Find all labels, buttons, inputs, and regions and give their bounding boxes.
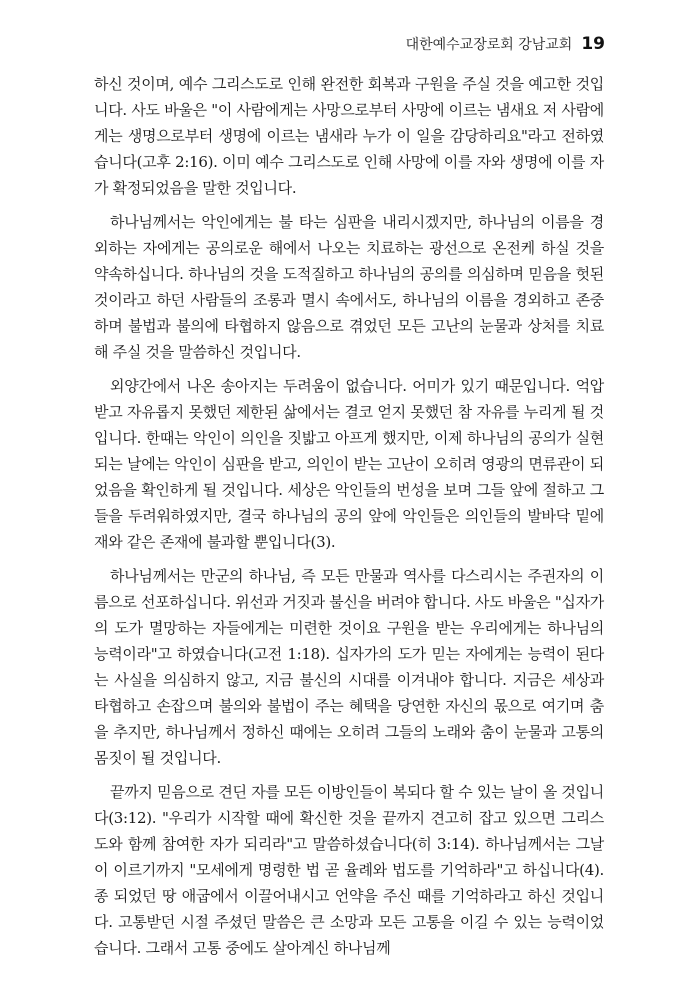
page-number: 19 bbox=[581, 34, 605, 54]
paragraph-1: 하신 것이며, 예수 그리스도로 인해 완전한 회복과 구원을 주실 것을 예고한 것입니다. 사도 바울은 "이 사람에게는 사망으로부터 사망에 이르는 냄새요 저 사람에게는 생명으로부터 생명에 이르는 냄새라 누가 이 일을 감당하리요"라고 전하였습니다(고후 2:16). 이미 예수 그리스도로 인해 사망에 이를 자와 생명에 이를 자가 확정되었음을 말한 것입니다. bbox=[94, 75, 604, 197]
page-header bbox=[85, 34, 605, 54]
paragraph-2: 하나님께서는 악인에게는 불 타는 심판을 내리시겠지만, 하나님의 이름을 경외하는 자에게는 공의로운 해에서 나오는 치료하는 광선으로 온전케 하실 것을 약속하십니다. 하나님의 것을 도적질하고 하나님의 공의를 의심하며 믿음을 헛된 것이라고 하던 사람들의 조롱과 멸시 속에서도, 하나님의 이름을 경외하고 존중하며 불법과 불의에 타협하지 않음으로 겪었던 모든 고난의 눈물과 상처를 치료해 주실 것을 말씀하신 것입니다. bbox=[94, 213, 604, 361]
paragraph-5: 끝까지 믿음으로 견딘 자를 모든 이방인들이 복되다 할 수 있는 날이 올 것입니다(3:12). "우리가 시작할 때에 확신한 것을 끝까지 견고히 잡고 있으면 그리스도와 함께 참여한 자가 되리라"고 말씀하셨습니다(히 3:14). 하나님께서는 그날이 이르기까지 "모세에게 명령한 법 곧 율례와 법도를 기억하라"고 하십니다(4). 종 되었던 땅 애굽에서 이끌어내시고 언약을 주신 때를 기억하라고 하신 것입니다. 고통받던 시절 주셨던 말씀은 큰 소망과 모든 고통을 이길 수 있는 능력이었습니다. 그래서 고통 중에도 살아계신 하나님께 bbox=[94, 783, 604, 957]
church-name: 대한예수교장로회 강남교회 bbox=[405, 37, 573, 53]
paragraph-3: 외양간에서 나온 송아지는 두려움이 없습니다. 어미가 있기 때문입니다. 억압받고 자유롭지 못했던 제한된 삶에서는 결코 얻지 못했던 참 자유를 누리게 될 것입니다. 한때는 악인이 의인을 짓밟고 아프게 했지만, 이제 하나님의 공의가 실현되는 날에는 악인이 심판을 받고, 의인이 받는 고난이 오히려 영광의 면류관이 되었음을 확인하게 될 것입니다. 세상은 악인들의 번성을 보며 그들 앞에 절하고 그들을 두려워하였지만, 결국 하나님의 공의 앞에 악인들은 의인들의 발바닥 밑에 재와 같은 존재에 불과할 뿐입니다(3). bbox=[94, 377, 604, 551]
body-text bbox=[94, 71, 604, 969]
paragraph-4: 하나님께서는 만군의 하나님, 즉 모든 만물과 역사를 다스리시는 주권자의 이름으로 선포하십니다. 위선과 거짓과 불신을 버려야 합니다. 사도 바울은 "십자가의 도가 멸망하는 자들에게는 미련한 것이요 구원을 받는 우리에게는 하나님의 능력이라"고 하였습니다(고전 1:18). 십자가의 도가 믿는 자에게는 능력이 된다는 사실을 의심하지 않고, 지금 불신의 시대를 이겨내야 합니다. 지금은 세상과 타협하고 손잡으며 불의와 불법이 주는 혜택을 당연한 자신의 몫으로 여기며 춤을 추지만, 하나님께서 정하신 때에는 오히려 그들의 노래와 춤이 눈물과 고통의 몸짓이 될 것입니다. bbox=[94, 567, 604, 767]
